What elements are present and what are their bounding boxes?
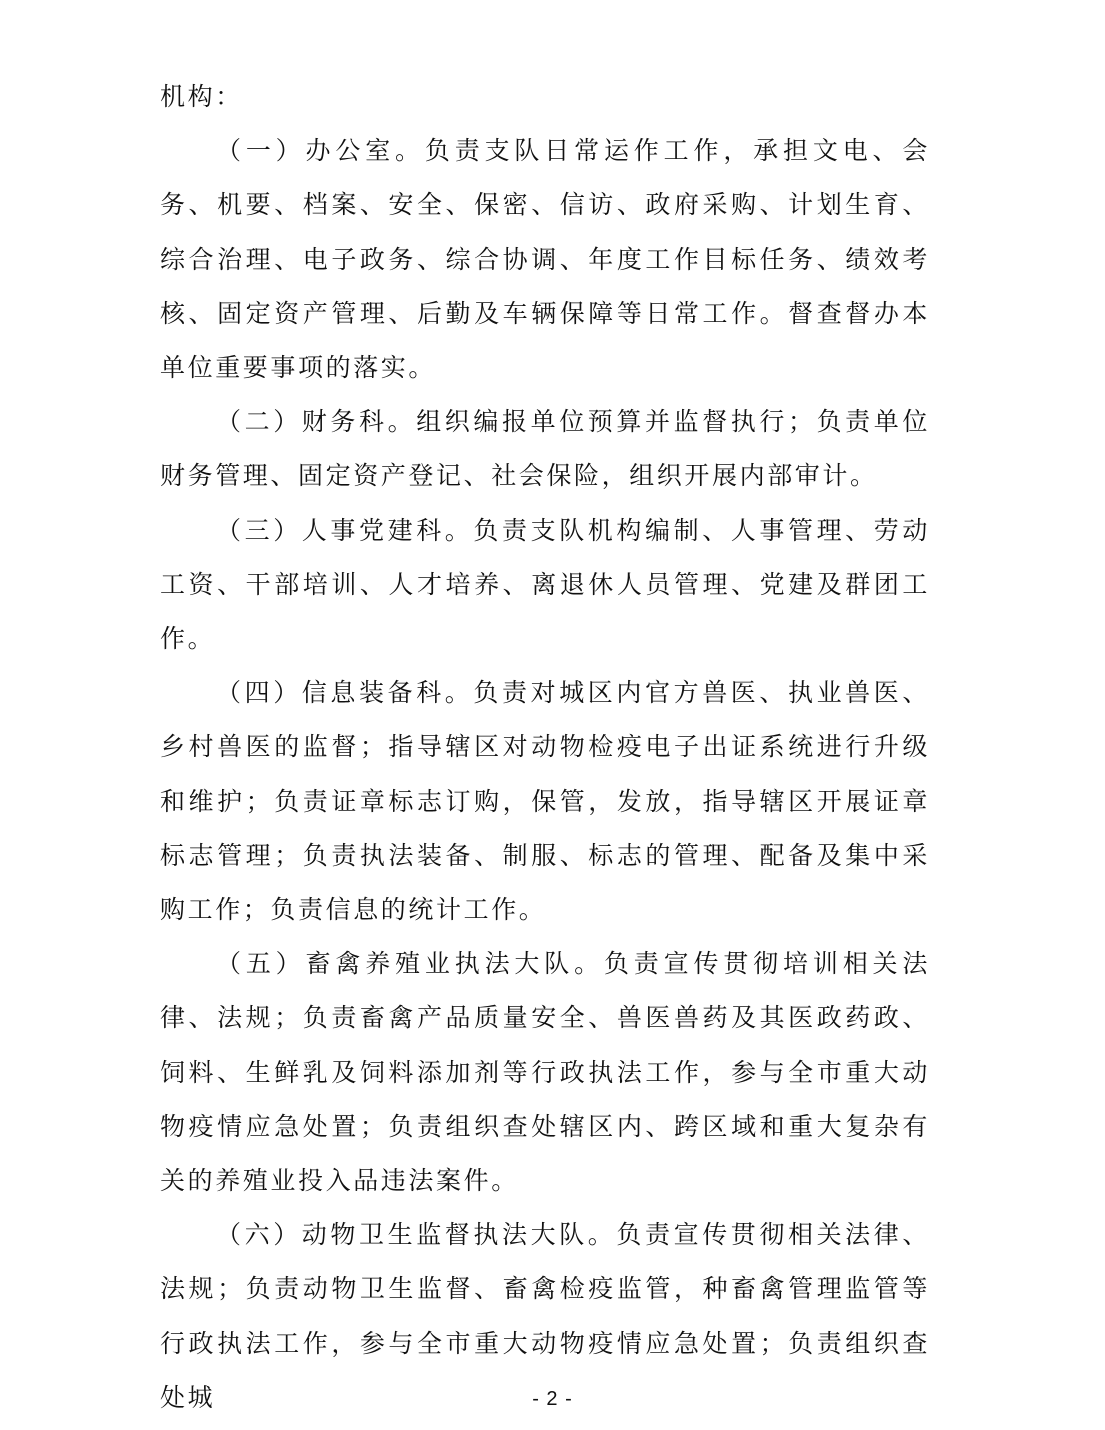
paragraph-office: （一）办公室。负责支队日常运作工作，承担文电、会务、机要、档案、安全、保密、信访、政府采购、计划生育、综合治理、电子政务、综合协调、年度工作目标任务、绩效考核、固定资产管理、后勤及车辆保障等日常工作。督查督办本单位重要事项的落实。 [160,136,930,383]
paragraph-personnel: （三）人事党建科。负责支队机构编制、人事管理、劳动工资、干部培训、人才培养、离退休人员管理、党建及群团工作。 [160,515,930,654]
page-number: - 2 - [532,1388,573,1410]
paragraph-information-equipment: （四）信息装备科。负责对城区内官方兽医、执业兽医、乡村兽医的监督；指导辖区对动物检疫电子出证系统进行升级和维护；负责证章标志订购，保管，发放，指导辖区开展证章标志管理；负责执法装备、制服、标志的管理、配备及集中采购工作；负责信息的统计工作。 [160,678,930,925]
paragraph-livestock-enforcement: （五）畜禽养殖业执法大队。负责宣传贯彻培训相关法律、法规；负责畜禽产品质量安全、兽医兽药及其医政药政、饲料、生鲜乳及饲料添加剂等行政执法工作，参与全市重大动物疫情应急处置；负责组织查处辖区内、跨区域和重大复杂有关的养殖业投入品违法案件。 [160,949,930,1196]
paragraph-animal-health-enforcement: （六）动物卫生监督执法大队。负责宣传贯彻相关法律、法规；负责动物卫生监督、畜禽检疫监管，种畜禽管理监管等行政执法工作，参与全市重大动物疫情应急处置；负责组织查处城 [160,1220,930,1412]
document-body [160,70,930,1425]
paragraph-finance: （二）财务科。组织编报单位预算并监督执行；负责单位财务管理、固定资产登记、社会保险，组织开展内部审计。 [160,407,930,491]
paragraph-continuation: 机构： [160,82,243,111]
